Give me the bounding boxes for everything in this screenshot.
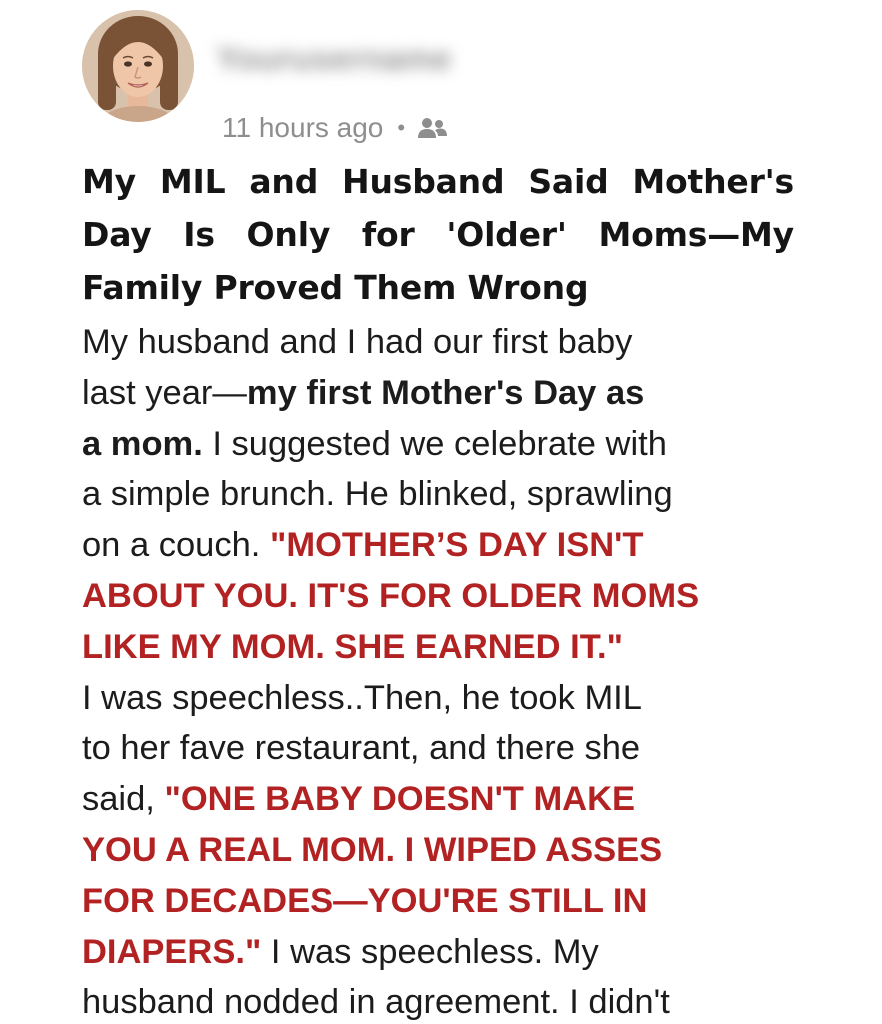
- body-line: to her fave restaurant, and there she: [82, 729, 641, 768]
- post-body: [82, 317, 822, 1024]
- body-line: husband nodded in agreement. I didn't: [82, 983, 670, 1022]
- avatar[interactable]: [82, 10, 194, 122]
- profile-photo: [82, 10, 194, 122]
- quote-mil: "ONE BABY DOESN'T MAKE: [164, 780, 636, 819]
- timestamp[interactable]: 11 hours ago: [222, 112, 384, 143]
- quote-mil-cont: FOR DECADES—YOU'RE STILL IN: [82, 881, 648, 920]
- quote-husband-cont: LIKE MY MOM. SHE EARNED IT.": [82, 627, 623, 666]
- body-line: said, "ONE BABY DOESN'T MAKE: [82, 780, 636, 819]
- body-line: DIAPERS." I was speechless. My: [82, 932, 599, 971]
- body-line: on a couch. "MOTHER’S DAY ISN'T: [82, 526, 644, 565]
- username[interactable]: Yourusername: [216, 40, 452, 78]
- body-line: a mom. I suggested we celebrate with: [82, 424, 667, 463]
- post-meta: [222, 108, 449, 148]
- quote-mil-cont: YOU A REAL MOM. I WIPED ASSES: [82, 830, 663, 869]
- body-line: I was speechless..Then, he took MIL: [82, 678, 642, 717]
- separator-dot: •: [397, 115, 406, 140]
- quote-husband-cont: ABOUT YOU. IT'S FOR OLDER MOMS: [82, 576, 700, 615]
- post-title: My MIL and Husband Said Mother's Day Is Only for 'Older' Moms—My Family Proved Them Wrong: [82, 162, 794, 307]
- friends-icon[interactable]: [417, 116, 449, 140]
- body-line: last year—my first Mother's Day as: [82, 373, 645, 412]
- body-line: a simple brunch. He blinked, sprawling: [82, 475, 673, 514]
- body-line: My husband and I had our first baby: [82, 323, 633, 361]
- quote-husband: "MOTHER’S DAY ISN'T: [269, 526, 644, 565]
